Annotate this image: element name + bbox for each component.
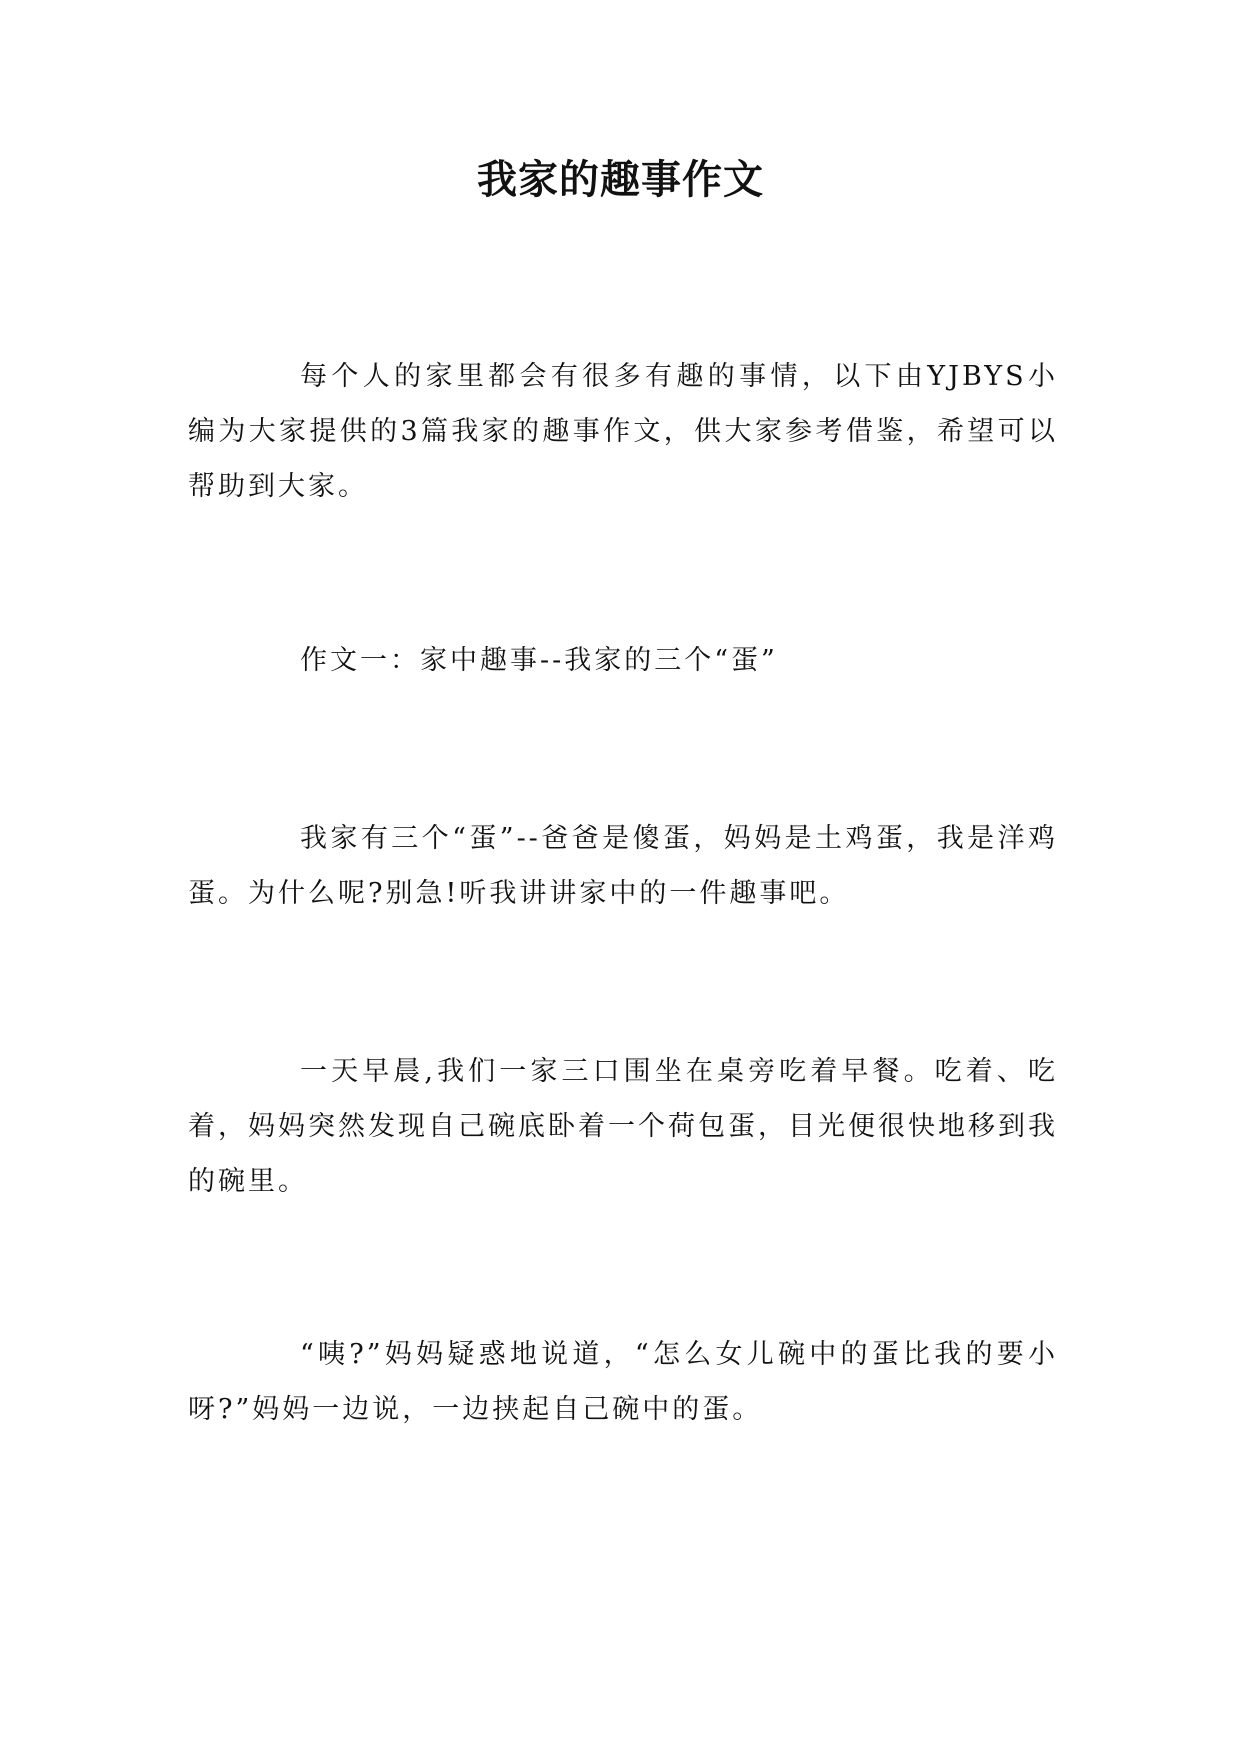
intro-paragraph: 每个人的家里都会有很多有趣的事情，以下由YJBYS小编为大家提供的3篇我家的趣事作文，供大家参考借鉴，希望可以帮助到大家。 [188,361,1058,502]
body-paragraph: “咦?”妈妈疑惑地说道，“怎么女儿碗中的蛋比我的要小呀?”妈妈一边说，一边挟起自己碗中的蛋。 [188,1339,1058,1425]
body-paragraph: 我家有三个“蛋”--爸爸是傻蛋，妈妈是土鸡蛋，我是洋鸡蛋。为什么呢?别急!听我讲讲家中的一件趣事吧。 [188,823,1058,909]
body-paragraph: 一天早晨,我们一家三口围坐在桌旁吃着早餐。吃着、吃着，妈妈突然发现自己碗底卧着一个荷包蛋，目光便很快地移到我的碗里。 [188,1056,1058,1197]
essay-heading: 作文一：家中趣事--我家的三个“蛋” [300,645,778,676]
document-title: 我家的趣事作文 [477,156,764,203]
